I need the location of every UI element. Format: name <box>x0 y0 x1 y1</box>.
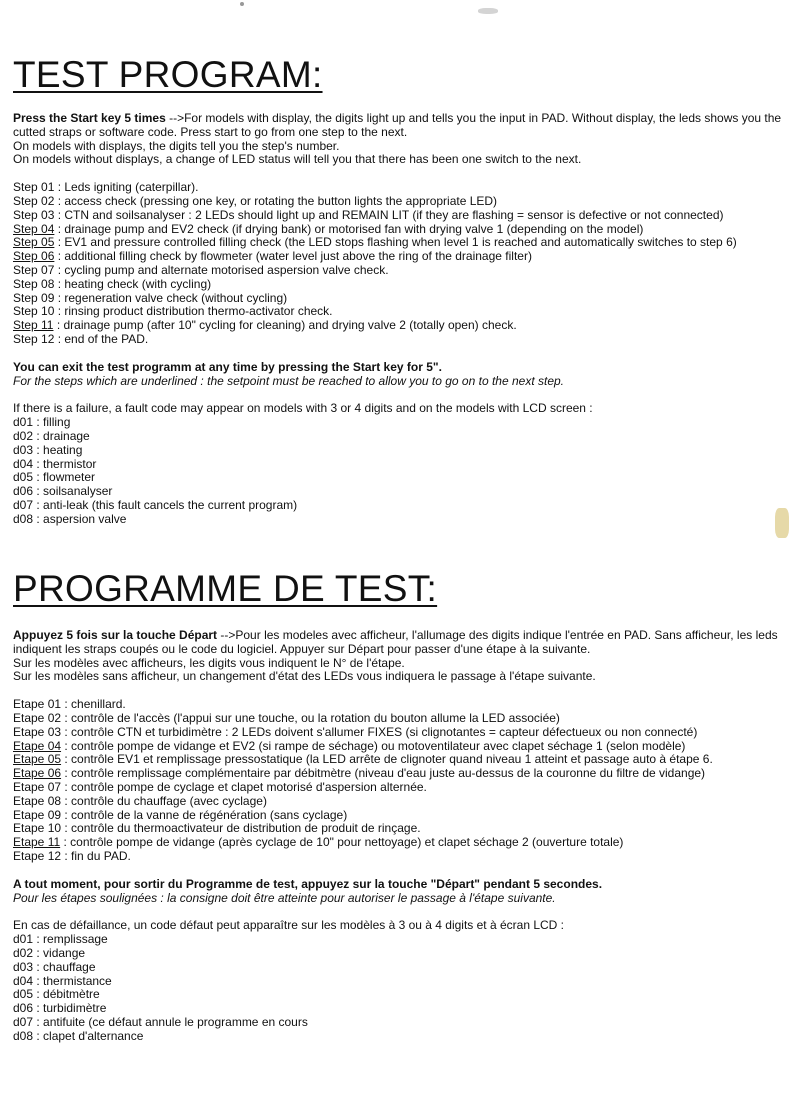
intro-line-3: On models without displays, a change of LED status will tell you that there has been one switch to the next. <box>13 152 582 167</box>
step-label: Step 06 <box>13 249 55 264</box>
step-label: Step 04 <box>13 221 55 236</box>
step-label: Step 09 <box>13 290 55 305</box>
fault-code-item: d06 : soilsanalyser <box>13 484 113 499</box>
fault-code-item: d07 : anti-leak (this fault cancels the current program) <box>13 497 298 512</box>
step-item <box>13 712 793 726</box>
step-text: : contrôle remplissage complémentaire par débitmètre (niveau d'eau juste au-dessus de la couronne du filtre de vidange) <box>61 766 706 781</box>
intro-french <box>13 629 793 684</box>
fault-code-item: d08 : aspersion valve <box>13 511 127 526</box>
step-text: : contrôle pompe de vidange (après cyclage de 10" pour nettoyage) et clapet séchage 2 (ouverture totale) <box>60 835 624 850</box>
step-item <box>13 836 793 850</box>
step-item <box>13 305 793 319</box>
exit-note-french <box>13 878 793 906</box>
intro-line-2: Sur les modèles avec afficheurs, les digits vous indiquent le N° de l'étape. <box>13 655 405 670</box>
step-text: : additional filling check by flowmeter (water level just above the ring of the drainage filter) <box>54 249 532 264</box>
intro-line-3: Sur les modèles sans afficheur, un changement d'état des LEDs vous indiquera le passage à l'étape suivante. <box>13 669 596 684</box>
scan-speck <box>478 8 498 14</box>
step-item <box>13 740 793 754</box>
step-text: : contrôle CTN et turbidimètre : 2 LEDs doivent s'allumer FIXES (si clignotantes = capteur défectueux ou non connecté) <box>61 724 698 739</box>
fault-code-item: d08 : clapet d'alternance <box>13 1028 144 1043</box>
fault-code-item: d05 : débitmètre <box>13 987 100 1002</box>
step-text: : end of the PAD. <box>54 331 149 346</box>
step-label: Step 10 <box>13 304 55 319</box>
step-item <box>13 278 793 292</box>
step-label: Etape 01 <box>13 697 62 712</box>
step-text: : contrôle du chauffage (avec cyclage) <box>61 793 267 808</box>
step-label: Etape 02 <box>13 710 62 725</box>
step-text: : contrôle du thermoactivateur de distribution de produit de rinçage. <box>61 821 421 836</box>
step-label: Etape 09 <box>13 807 62 822</box>
step-text: : access check (pressing one key, or rotating the button lights the appropriate LED) <box>54 193 498 208</box>
step-text: : rinsing product distribution thermo-activator check. <box>54 304 333 319</box>
step-text: : regeneration valve check (without cycling) <box>54 290 288 305</box>
step-item <box>13 333 793 347</box>
scan-speck <box>240 2 244 6</box>
step-label: Etape 12 <box>13 848 62 863</box>
step-text: : chenillard. <box>61 697 126 712</box>
fault-code-item: d02 : vidange <box>13 945 86 960</box>
step-item <box>13 195 793 209</box>
step-label: Step 12 <box>13 331 55 346</box>
intro-paragraph <box>13 629 793 657</box>
section-english <box>13 55 793 527</box>
fault-code-item: d02 : drainage <box>13 428 90 443</box>
step-text: : contrôle de la vanne de régénération (sans cyclage) <box>61 807 348 822</box>
step-label: Etape 10 <box>13 821 62 836</box>
step-list-french <box>13 698 793 864</box>
step-label: Etape 11 <box>13 835 61 850</box>
step-label: Etape 04 <box>13 738 62 753</box>
step-label: Step 05 <box>13 235 55 250</box>
step-label: Step 08 <box>13 276 55 291</box>
step-item <box>13 822 793 836</box>
step-text: : drainage pump and EV2 check (if drying bank) or motorised fan with drying valve 1 (depending on the model) <box>54 221 644 236</box>
step-label: Etape 06 <box>13 766 62 781</box>
step-label: Etape 08 <box>13 793 62 808</box>
step-item <box>13 795 793 809</box>
step-text: : contrôle de l'accès (l'appui sur une touche, ou la rotation du bouton allume la LED associée) <box>61 710 560 725</box>
step-text: : cycling pump and alternate motorised aspersion valve check. <box>54 262 389 277</box>
step-item <box>13 698 793 712</box>
exit-note-english <box>13 361 793 389</box>
step-item <box>13 726 793 740</box>
fault-intro-english: If there is a failure, a fault code may appear on models with 3 or 4 digits and on the models with LCD screen : <box>13 401 593 416</box>
step-list-english <box>13 181 793 347</box>
step-item <box>13 236 793 250</box>
fault-code-item: d04 : thermistor <box>13 456 97 471</box>
step-text: : drainage pump (after 10" cycling for cleaning) and drying valve 2 (totally open) check. <box>53 318 517 333</box>
fault-code-item: d03 : chauffage <box>13 959 96 974</box>
fault-code-list-french <box>13 933 793 1043</box>
fault-code-item: d03 : heating <box>13 442 83 457</box>
step-label: Step 01 <box>13 180 55 195</box>
step-item <box>13 850 793 864</box>
fault-intro-french: En cas de défaillance, un code défaut peut apparaître sur les modèles à 3 ou à 4 digits et à écran LCD : <box>13 918 565 933</box>
intro-lead: Appuyez 5 fois sur la touche Départ <box>13 628 218 642</box>
page-title-english: TEST PROGRAM: <box>13 54 323 95</box>
exit-instruction: A tout moment, pour sortir du Programme de test, appuyez sur la touche "Départ" pendant 5 secondes. <box>13 876 603 891</box>
step-text: : EV1 and pressure controlled filling check (the LED stops flashing when level 1 is reached and automatically switches to step 6) <box>54 235 737 250</box>
fault-code-item: d04 : thermistance <box>13 973 112 988</box>
step-text: : CTN and soilsanalyser : 2 LEDs should light up and REMAIN LIT (if they are flashing = sensor is defective or not connected) <box>54 207 724 222</box>
underline-note: Pour les étapes soulignées : la consigne doit être atteinte pour autoriser le passage à l'étape suivante. <box>13 890 556 905</box>
underline-note: For the steps which are underlined : the setpoint must be reached to allow you to go on to the next step. <box>13 373 564 388</box>
step-text: : contrôle pompe de cyclage et clapet motorisé d'aspersion alternée. <box>61 779 427 794</box>
intro-lead: Press the Start key 5 times <box>13 111 166 125</box>
fault-code-item: d01 : remplissage <box>13 932 108 947</box>
step-item <box>13 781 793 795</box>
step-text: : fin du PAD. <box>61 848 131 863</box>
step-text: : contrôle EV1 et remplissage pressostatique (la LED arrête de clignoter quand niveau 1 atteint et passage auto à étape 6. <box>61 752 713 767</box>
step-label: Etape 07 <box>13 779 62 794</box>
step-text: : Leds igniting (caterpillar). <box>54 180 199 195</box>
step-item <box>13 181 793 195</box>
step-label: Etape 03 <box>13 724 62 739</box>
step-label: Step 11 <box>13 318 54 333</box>
intro-english <box>13 112 793 167</box>
fault-code-item: d07 : antifuite (ce défaut annule le programme en cours <box>13 1014 308 1029</box>
step-label: Step 07 <box>13 262 55 277</box>
step-item <box>13 767 793 781</box>
step-item <box>13 264 793 278</box>
intro-line-2: On models with displays, the digits tell you the step's number. <box>13 138 340 153</box>
step-item <box>13 250 793 264</box>
step-text: : heating check (with cycling) <box>54 276 212 291</box>
intro-rest: -->Pour les modeles avec afficheur, l'allumage des digits indique l'entrée en PAD. Sans afficheur, les leds indiquent les straps coupés ou le code du logiciel. Appuyer sur Départ pour passer d'une étape à la suivante. <box>13 628 778 656</box>
exit-instruction: You can exit the test programm at any time by pressing the Start key for 5". <box>13 359 442 374</box>
step-item <box>13 753 793 767</box>
intro-paragraph <box>13 112 793 140</box>
section-french <box>13 569 793 1044</box>
step-label: Step 03 <box>13 207 55 222</box>
fault-code-list-english <box>13 416 793 526</box>
intro-rest: -->For models with display, the digits light up and tells you the input in PAD. Without display, the leds shows you the cutted straps or software code. Press start to go from one step to the next. <box>13 111 782 139</box>
step-item <box>13 209 793 223</box>
step-item <box>13 223 793 237</box>
fault-code-item: d01 : filling <box>13 415 71 430</box>
step-text: : contrôle pompe de vidange et EV2 (si rampe de séchage) ou motoventilateur avec clapet séchage 1 (selon modèle) <box>61 738 686 753</box>
step-item <box>13 292 793 306</box>
step-item <box>13 809 793 823</box>
page-title-french: PROGRAMME DE TEST: <box>13 568 438 609</box>
step-label: Step 02 <box>13 193 55 208</box>
step-label: Etape 05 <box>13 752 62 767</box>
fault-code-item: d06 : turbidimètre <box>13 1001 107 1016</box>
fault-code-item: d05 : flowmeter <box>13 470 96 485</box>
step-item <box>13 319 793 333</box>
